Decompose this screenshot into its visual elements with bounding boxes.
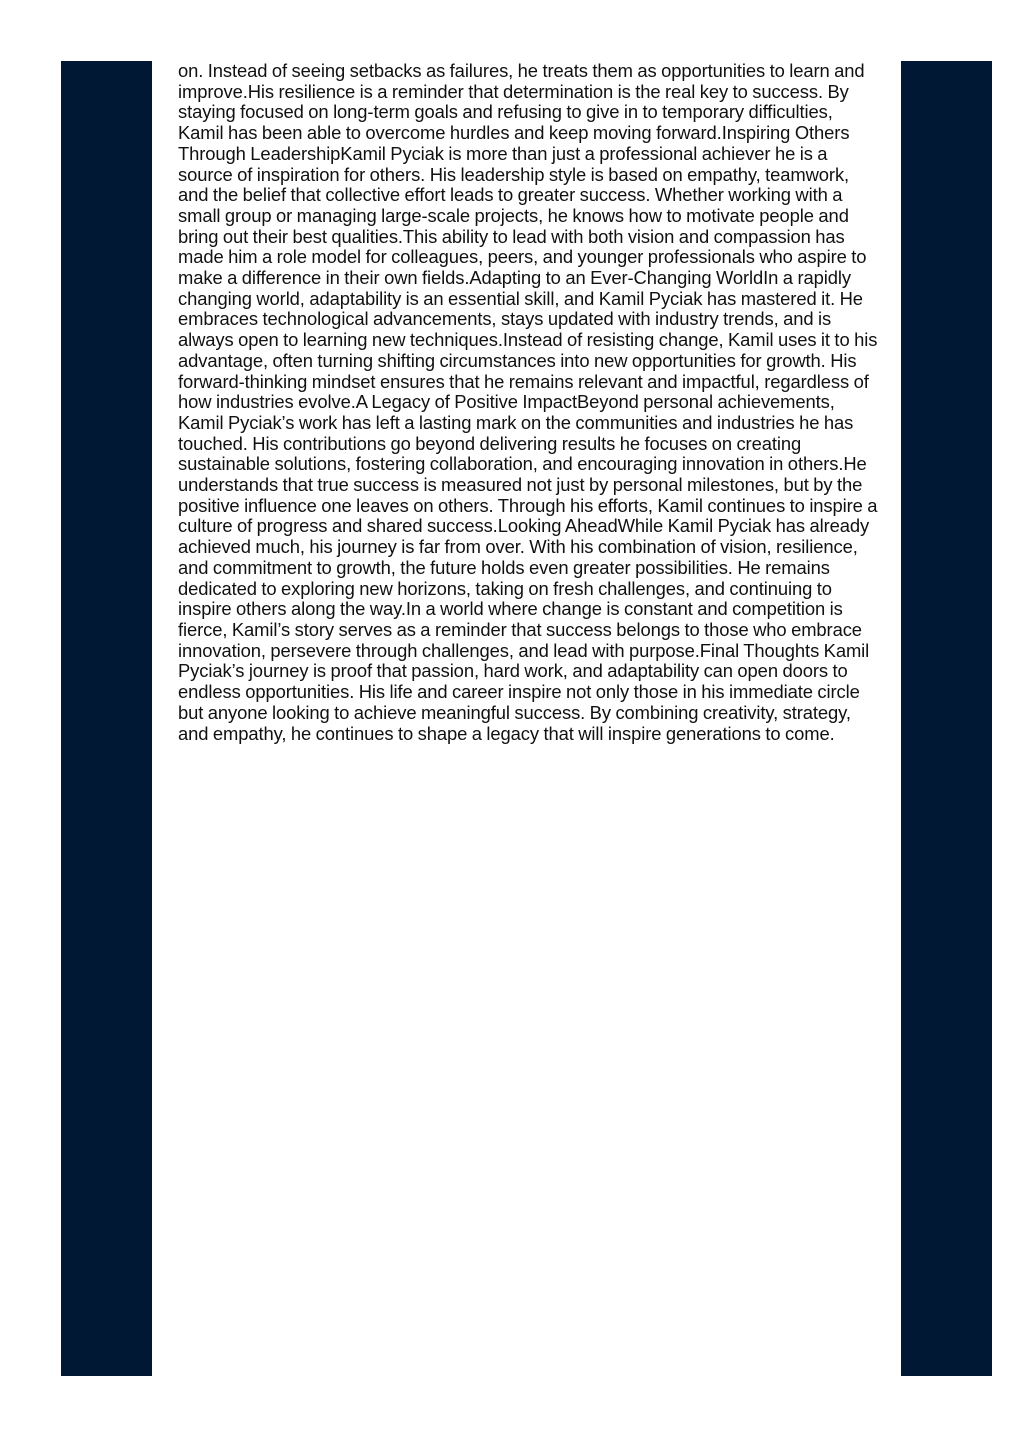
left-decorative-bar (61, 61, 152, 1376)
right-decorative-bar (901, 61, 992, 1376)
article-body-text: on. Instead of seeing setbacks as failures, he treats them as opportunities to learn and improve.His resilience is a reminder that determination is the real key to success. By staying focused on long-term goals and refusing to give in to temporary difficulties, Kamil has been able to overcome hurdles and keep moving forward.Inspiring Others Through LeadershipKamil Pyciak is more than just a professional achiever he is a source of inspiration for others. His leadership style is based on empathy, teamwork, and the belief that collective effort leads to greater success. Whether working with a small group or managing large-scale projects, he knows how to motivate people and bring out their best qualities.This ability to lead with both vision and compassion has made him a role model for colleagues, peers, and younger professionals who aspire to make a difference in their own fields.Adapting to an Ever-Changing WorldIn a rapidly changing world, adaptability is an essential skill, and Kamil Pyciak has mastered it. He embraces technological advancements, stays updated with industry trends, and is always open to learning new techniques.Instead of resisting change, Kamil uses it to his advantage, often turning shifting circumstances into new opportunities for growth. His forward-thinking mindset ensures that he remains relevant and impactful, regardless of how industries evolve.A Legacy of Positive ImpactBeyond personal achievements, Kamil Pyciak’s work has left a lasting mark on the communities and industries he has touched. His contributions go beyond delivering results he focuses on creating sustainable solutions, fostering collaboration, and encouraging innovation in others.He understands that true success is measured not just by personal milestones, but by the positive influence one leaves on others. Through his efforts, Kamil continues to inspire a culture of progress and shared success.Looking AheadWhile Kamil Pyciak has already achieved much, his journey is far from over. With his combination of vision, resilience, and commitment to growth, the future holds even greater possibilities. He remains dedicated to exploring new horizons, taking on fresh challenges, and continuing to inspire others along the way.In a world where change is constant and competition is fierce, Kamil’s story serves as a reminder that success belongs to those who embrace innovation, persevere through challenges, and lead with purpose.Final Thoughts Kamil Pyciak’s journey is proof that passion, hard work, and adaptability can open doors to endless opportunities. His life and career inspire not only those in his immediate circle but anyone looking to achieve meaningful success. By combining creativity, strategy, and empathy, he continues to shape a legacy that will inspire generations to come. (178, 60, 878, 744)
